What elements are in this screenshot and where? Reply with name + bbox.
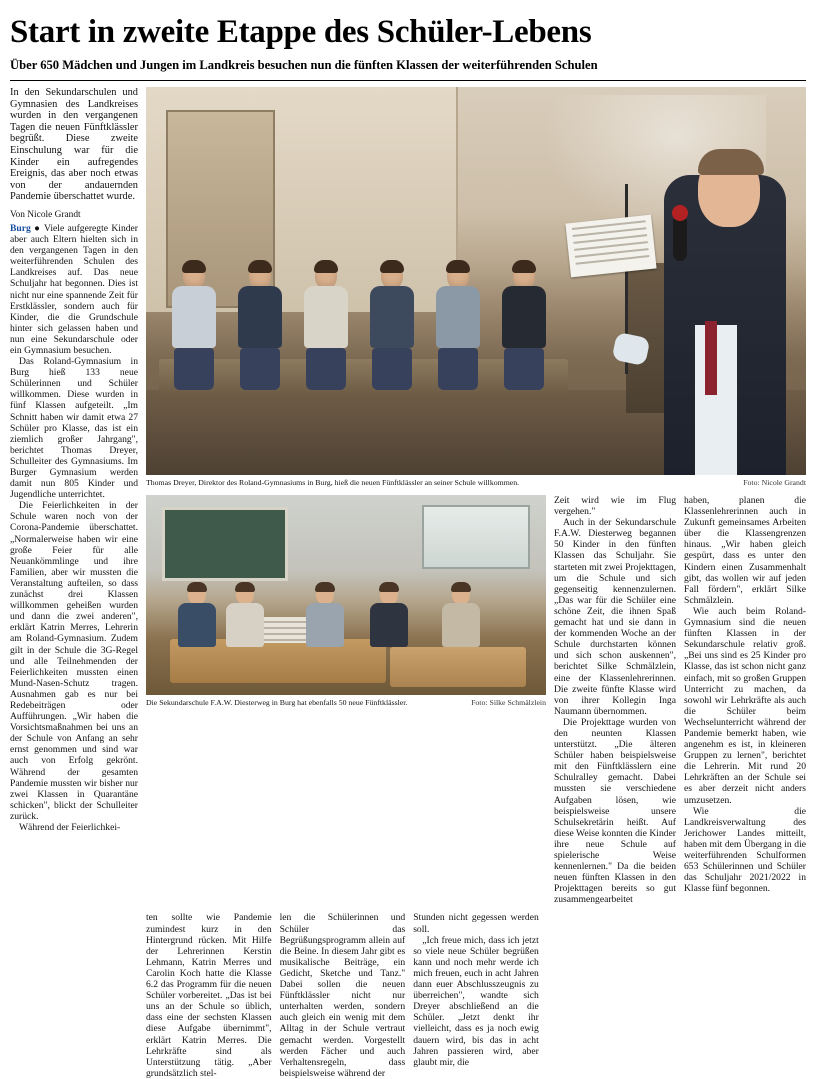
pupil-figure: [442, 584, 480, 647]
torso: [370, 603, 408, 647]
hair: [446, 260, 470, 273]
pupil-figure: [306, 584, 344, 647]
hair: [451, 582, 471, 592]
speaker-hair: [698, 149, 764, 175]
pupil-figure: [178, 584, 216, 647]
hair: [379, 582, 399, 592]
hair: [235, 582, 255, 592]
paragraph-c4-1: Zeit wird wie im Flug vergehen.": [554, 495, 676, 518]
column-1: [146, 912, 272, 1078]
torso: [436, 286, 480, 348]
photo-main-caption-row: [146, 475, 806, 488]
hair: [512, 260, 536, 273]
sheet-music: [566, 215, 657, 278]
column-2: [280, 912, 406, 1078]
speaker-tie: [705, 321, 717, 395]
torso: [304, 286, 348, 348]
paragraph-c5-3: Wie die Landkreisverwaltung des Jerichower Landes mitteilt, haben mit dem Übergang in die weiterführenden Schulformen 653 Schülerinnen und Schüler das Schuljahr 2021/2022 in Klasse fünf begonnen.: [684, 805, 806, 895]
paragraph-c3-2: „Ich freue mich, dass ich jetzt so viele neue Schüler begrüßen kann und noch mehr werde ich mich freuen, euch in acht Jahren dann euer Abschlusszeugnis zu überreichen", wandte sich Dreyer abschließend an die Schüler. „Jetzt denkt ihr vielleicht, dass es ja noch ewig dauern wird, bis das in acht Jahren passieren wird, aber glaubt mir, die: [413, 934, 539, 1068]
torso: [370, 286, 414, 348]
hair: [187, 582, 207, 592]
header-divider: [10, 80, 806, 81]
paragraph-c4-3: Die Projekttage wurden von den neunten Klassen unterstützt. „Die älteren Schüler haben beispielsweise mit den Fünftklässlern eine Schulralley gemacht. Dabei mussten sie verschiedene Aufgaben lösen, wie beispielsweise unsere Schulsekretärin heißt. Auf diese Weise konnten die Kinder ihre neue Schule auf spielerische Weise kennenlernen." Da die beiden neuen fünften Klassen in den Projekttagen bereits so gut zusammengearbeitet: [554, 716, 676, 906]
column-lead: [10, 87, 138, 1079]
legs: [306, 348, 346, 390]
desk: [390, 647, 526, 687]
right-columns-top: [554, 495, 806, 905]
photo-main-wrap: [146, 87, 806, 488]
microphone-icon: [673, 215, 687, 261]
photo-secondary-wrap: [146, 495, 546, 905]
pupil-figure: [226, 584, 264, 647]
legs: [438, 348, 478, 390]
lead-paragraph: In den Sekundarschulen und Gymnasien des Landkreises wurden in den vergangenen Tagen die neuen Fünftklässler begrüßt. Diese zweite Einschulung war für die Kinder ein aufregendes Ereignis, das aber noch etwas von der andauernden Pandemie überschattet wurde.: [10, 87, 138, 203]
student-figure: [370, 263, 414, 390]
paragraph-c5-1: haben, planen die Klassenlehrerinnen auch in Zukunft gemeinsames Arbeiten über die Klassengrenzen hinaus. „Wir haben gleich gespürt, dass es unter den Kindern einen Zusammenhalt gibt, das wollen wir auf jeden Fall fördern", erklärt Silke Schmälzlein.: [684, 495, 806, 606]
torso: [238, 286, 282, 348]
paragraph-4: Während der Feierlichkei-: [19, 822, 121, 833]
paragraph-2: Das Roland-Gymnasium in Burg hieß 133 neue Schülerinnen und Schüler willkommen. Diese wurden in fünf Klassen aufgeteilt. „Im Schnitt haben wir damit etwa 27 Schüler pro Klasse, das ist ein ziemlich großer Jahrgang", berichtet Thomas Dreyer, Schulleiter des Gymnasiums. Im Burger Gymnasium werden damit nun 805 Kinder und Jugendliche unterrichtet.: [10, 356, 138, 501]
student-figure: [172, 263, 216, 390]
student-figure: [436, 263, 480, 390]
legs: [372, 348, 412, 390]
byline: Von Nicole Grandt: [10, 209, 81, 220]
classroom-window: [422, 505, 530, 569]
paragraph-c1-1: ten sollte wie Pandemie zumindest kurz in den Hintergrund rücken. Mit Hilfe der Lehrerinnen Kerstin Lehmann, Katrin Merres und Carolin Koch hatte die Klasse 6.2 das Programm für die neuen Schüler vorbereitet. „Das ist bei uns an der Schule so üblich, dass eine der sechsten Klassen diese Aufgabe übernimmt", erklärt Katrin Merres. Die Lehrkräfte sind als Unterstützung tätig. „Aber grundsätzlich stel-: [146, 912, 272, 1079]
paragraph-c4-2: Auch in der Sekundarschule F.A.W. Diesterweg begannen 50 Kinder in den fünften Klassen das Schuljahr. Sie starteten mit zwei Projekttagen, um die Schule und sich gegenseitig kennenzulernen. „Das war für die Schüler eine schöne Zeit, die ihnen Spaß gemacht hat und sie dann in der kommenden Woche an der Schule durchstarten können und sich schon auskennen", berichtet Silke Schmälzlein, eine der Klassenlehrerinnen. Die zweite fünfte Klasse wird von ihrer Kollegin Inga Naumann übernommen.: [554, 517, 676, 717]
legs: [504, 348, 544, 390]
column-main: [146, 87, 806, 1079]
torso: [502, 286, 546, 348]
column-5: [684, 495, 806, 905]
photo-secondary: [146, 495, 546, 695]
photo-secondary-credit: Foto: Silke Schmälzlein: [471, 698, 546, 707]
photo-main: [146, 87, 806, 475]
legs: [174, 348, 214, 390]
hair: [315, 582, 335, 592]
photo-secondary-caption-row: [146, 695, 546, 708]
page-title: Start in zweite Etappe des Schüler-Lebens: [10, 14, 592, 50]
newspaper-page: [0, 14, 816, 1079]
torso: [306, 603, 344, 647]
legs: [240, 348, 280, 390]
paragraph-1: [10, 223, 138, 356]
student-figure: [304, 263, 348, 390]
paragraph-1-text: ● Viele aufgeregte Kinder aber auch Eltern hielten sich in den vergangenen Tagen in den weiterführenden Schulen des Landkreises auf. Das neue Schuljahr hat begonnen. Dies ist nicht nur eine spannende Zeit für Erstklässler, sondern auch für Kinder, die die Grundschule hinter sich gelassen haben und nun eine Sekundarschule oder ein Gymnasium besuchen.: [10, 222, 138, 356]
page-subtitle: Über 650 Mädchen und Jungen im Landkreis besuchen nun die fünften Klassen der weiterführenden Schulen: [10, 58, 598, 72]
paragraph-c2-1: len die Schülerinnen und Schüler das Begrüßungsprogramm allein auf die Beine. In diesem Jahr gibt es musikalische Beiträge, ein Gedicht, Sketche und Tanz." Dabei sollen die neuen Fünftklässler nicht nur unterhalten werden, sondern auch gleich ein wenig mit dem Alltag in der Schule vertraut gemacht werden. Vorgestellt werden Fächer und auch Verhaltensregeln, dass beispielsweise während der: [279, 912, 406, 1079]
hair: [314, 260, 338, 273]
paragraph-3: Die Feierlichkeiten in der Schule waren noch von der Corona-Pandemie überschattet. „Normalerweise haben wir eine große Feier für alle Neuankömmlinge und ihre Familien, aber wir mussten die Veranstaltung aufteilen, so dass zunächst drei Klassen willkommen geheißen wurden und dann die zwei anderen", erklärt Katrin Merres, Lehrerin am Roland-Gymnasium. Zudem gilt in der Schule die 3G-Regel und alle Teilnehmenden der Feierlichkeiten mussten einen Mund-Nasen-Schutz tragen. Ausnahmen gab es nur bei Redebeiträgen oder Aufführungen. „Wir haben die Vorsichtsmaßnahmen bei uns an der Schule von Anfang an sehr ernst genommen und sind war auch von Erfolg gekrönt. Während der gesamten Pandemie mussten wir bisher nur zwei Klassen in Quarantäne schicken", blickt der Schulleiter zurück.: [10, 500, 138, 822]
pupil-figure: [370, 584, 408, 647]
paragraph-c3-1: Stunden nicht gegessen werden soll.: [413, 912, 539, 935]
torso: [442, 603, 480, 647]
paragraph-c5-2: Wie auch beim Roland-Gymnasium sind die neuen fünften Klassen in der Sekundarschule relativ groß. „Bei uns sind es 25 Kinder pro Klasse, das ist schon nicht ganz einfach, mit so großen Gruppen Unterricht zu machen, da sowohl wir Lehrkräfte als auch die Schüler beim Wechselunterricht während der Pandemie bemerkt haben, wie angenehm es ist, in kleineren Gruppen zu lernen", berichtet die Lehrerin. Mit rund 20 Lehrkräften an der Schule sei es aber derzeit nicht anders umzusetzen.: [684, 605, 806, 806]
article-body: [10, 87, 806, 1079]
hair: [380, 260, 404, 273]
blackboard: [162, 507, 288, 581]
column-3: [413, 912, 539, 1078]
photo-secondary-caption: Die Sekundarschule F.A.W. Diesterweg in Burg hat ebenfalls 50 neue Fünftklässler.: [146, 698, 408, 707]
torso: [172, 286, 216, 348]
hair: [248, 260, 272, 273]
photo-main-credit: Foto: Nicole Grandt: [743, 478, 806, 487]
photo-main-caption: Thomas Dreyer, Direktor des Roland-Gymnasiums in Burg, hieß die neuen Fünftklässler an seiner Schule willkommen.: [146, 478, 520, 487]
bottom-columns: [146, 912, 806, 1078]
column-4: [554, 495, 676, 905]
student-figure: [238, 263, 282, 390]
dateline: Burg: [10, 222, 31, 234]
student-figure: [502, 263, 546, 390]
torso: [226, 603, 264, 647]
hair: [182, 260, 206, 273]
secondary-photo-row: [146, 495, 806, 905]
torso: [178, 603, 216, 647]
